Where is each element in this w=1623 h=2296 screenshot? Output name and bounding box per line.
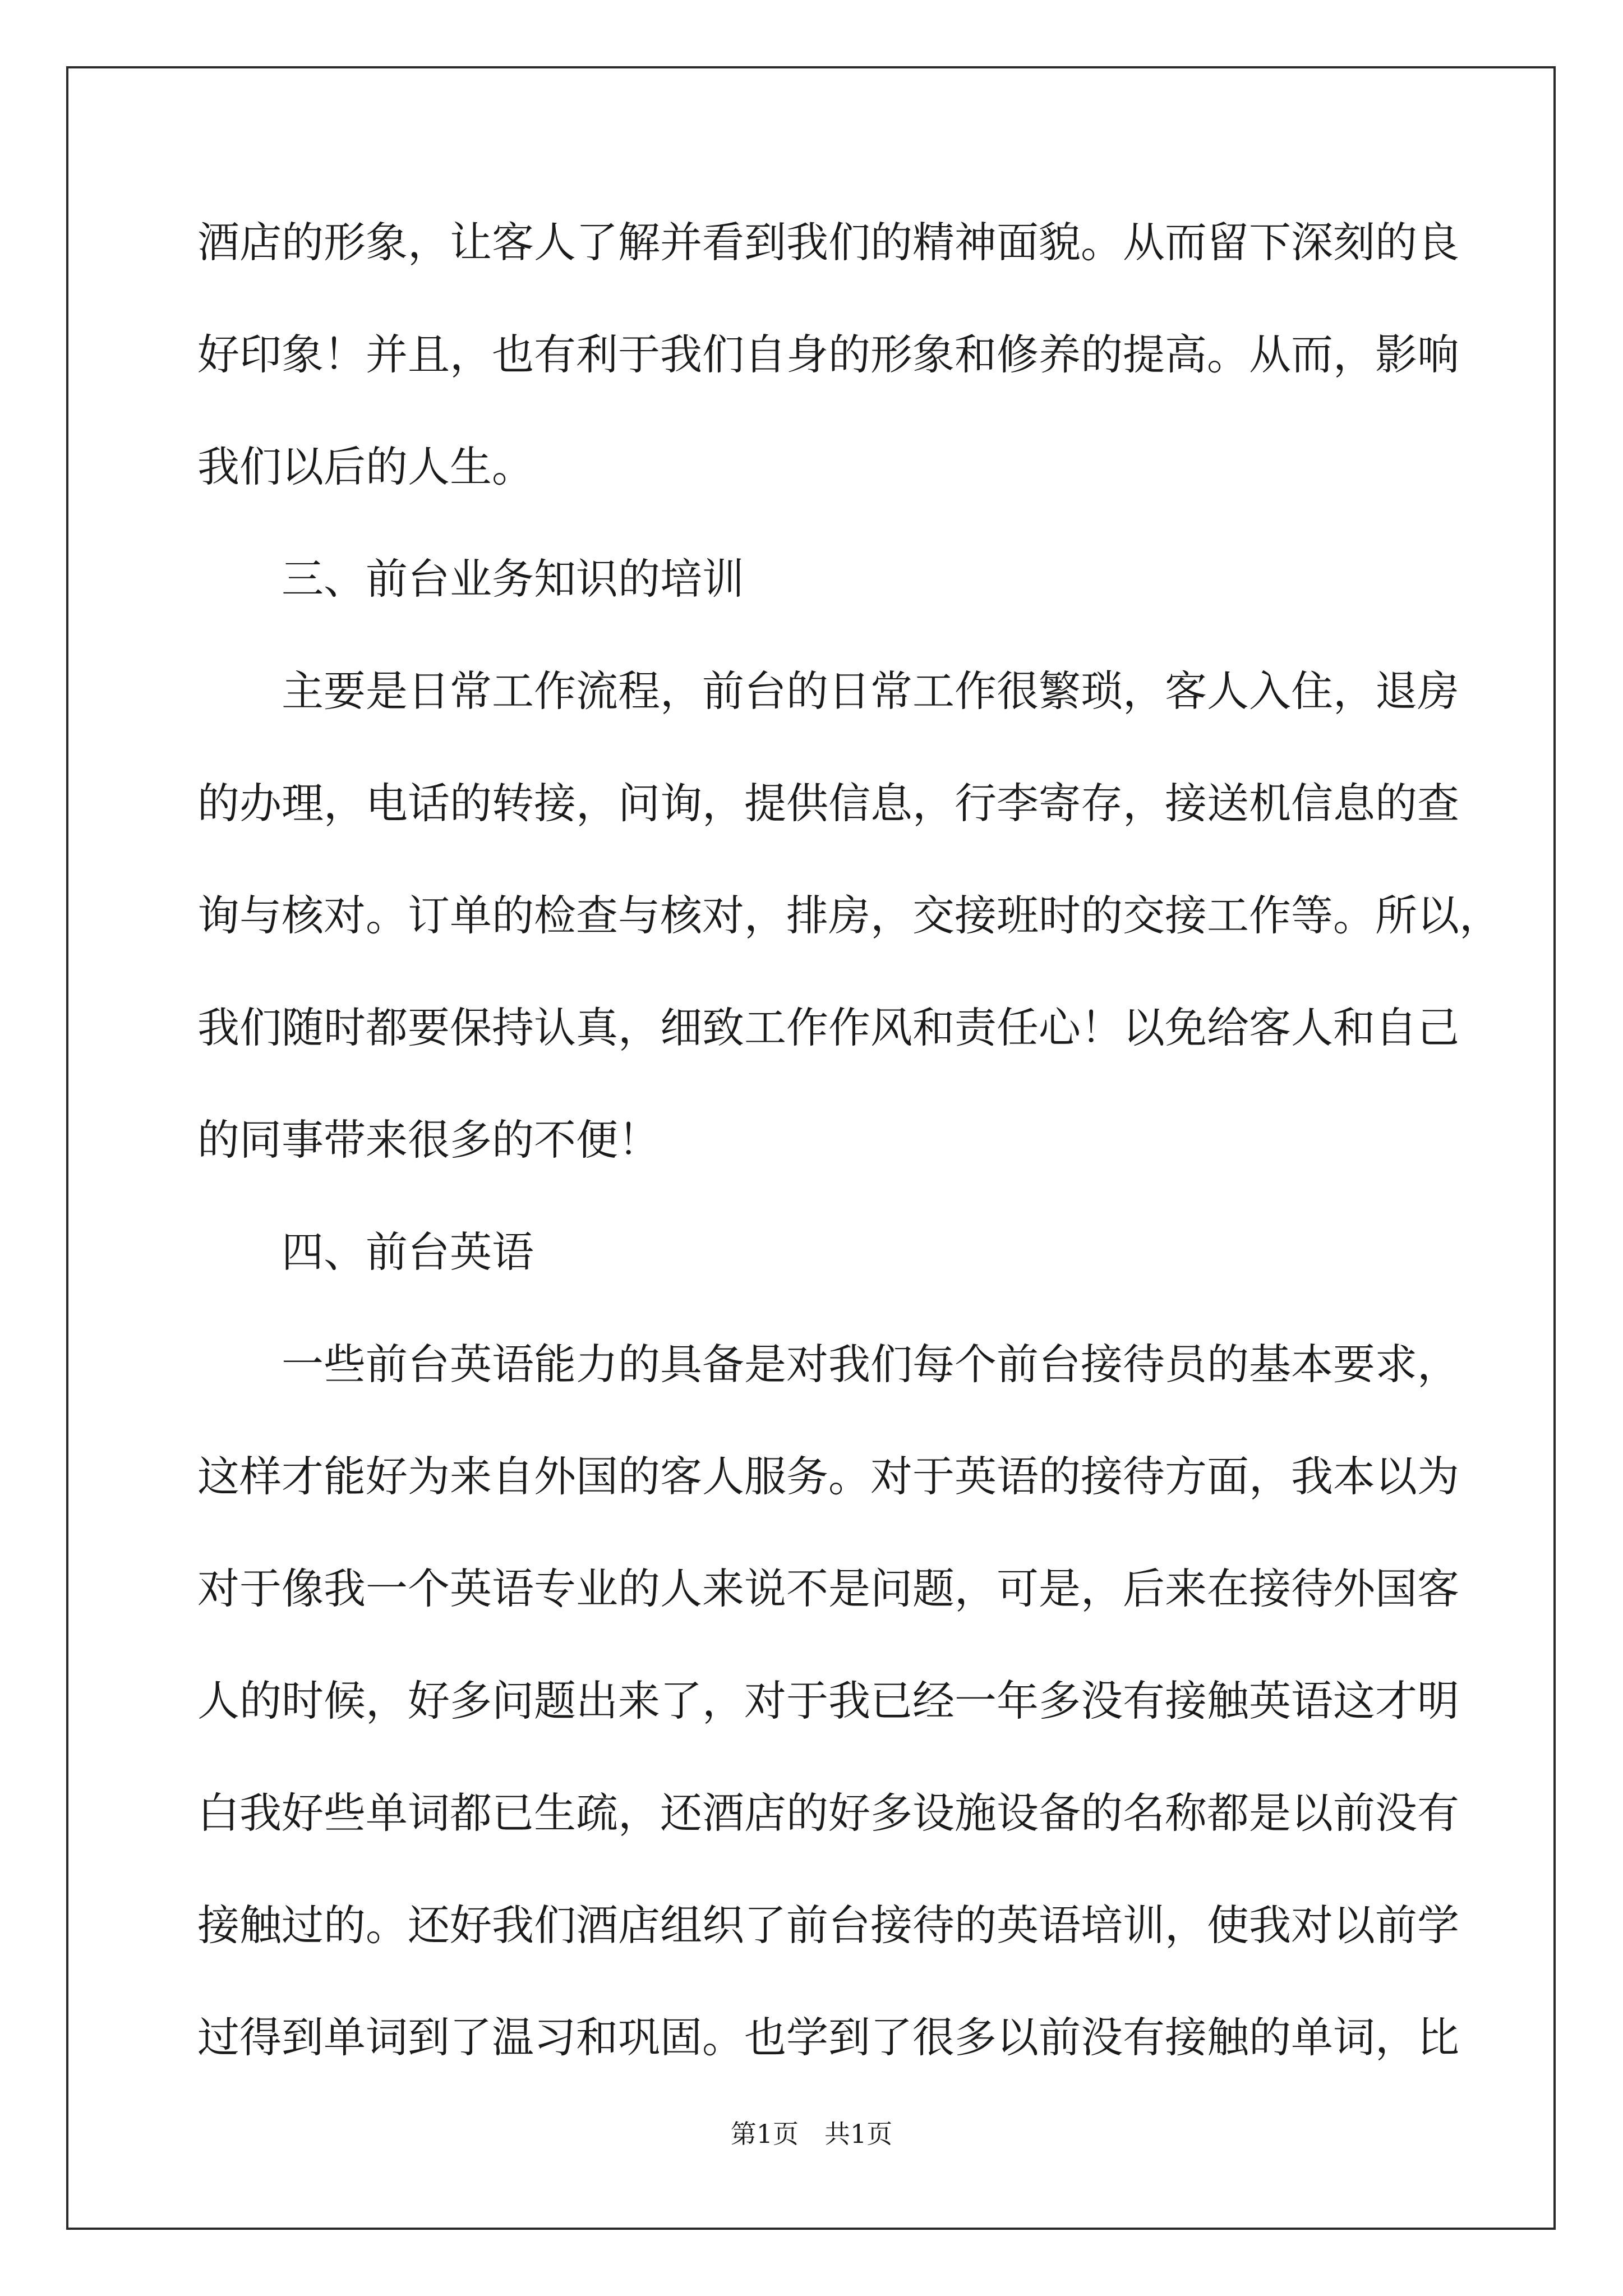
text-line: 的办理，电话的转接，问询，提供信息，行李寄存，接送机信息的查 <box>197 779 1460 828</box>
text-line: 白我好些单词都已生疏，还酒店的好多设施设备的名称都是以前没有 <box>197 1788 1460 1838</box>
text-line: 酒店的形象，让客人了解并看到我们的精神面貌。从而留下深刻的良 <box>197 218 1460 267</box>
text-line: 一些前台英语能力的具备是对我们每个前台接待员的基本要求， <box>197 1340 1460 1389</box>
text-line: 我们以后的人生。 <box>197 442 534 491</box>
text-line: 接触过的。还好我们酒店组织了前台接待的英语培训，使我对以前学 <box>197 1901 1460 1950</box>
section-heading: 四、前台英语 <box>197 1227 534 1277</box>
text-line: 主要是日常工作流程，前台的日常工作很繁琐，客人入住，退房 <box>197 666 1460 716</box>
text-line: 对于像我一个英语专业的人来说不是问题，可是，后来在接待外国客 <box>197 1564 1460 1613</box>
text-line: 好印象！并且，也有利于我们自身的形象和修养的提高。从而，影响 <box>197 330 1460 379</box>
text-line: 这样才能好为来自外国的客人服务。对于英语的接待方面，我本以为 <box>197 1452 1460 1501</box>
text-line: 人的时候，好多问题出来了，对于我已经一年多没有接触英语这才明 <box>197 1676 1460 1726</box>
text-line: 询与核对。订单的检查与核对，排房，交接班时的交接工作等。所以， <box>197 891 1502 940</box>
section-heading: 三、前台业务知识的培训 <box>197 554 745 604</box>
text-line: 过得到单词到了温习和巩固。也学到了很多以前没有接触的单词，比 <box>197 2013 1460 2062</box>
page-footer: 第1页 共1页 <box>730 2119 893 2149</box>
text-line: 的同事带来很多的不便！ <box>197 1115 661 1165</box>
text-line: 我们随时都要保持认真，细致工作作风和责任心！以免给客人和自己 <box>197 1003 1460 1052</box>
